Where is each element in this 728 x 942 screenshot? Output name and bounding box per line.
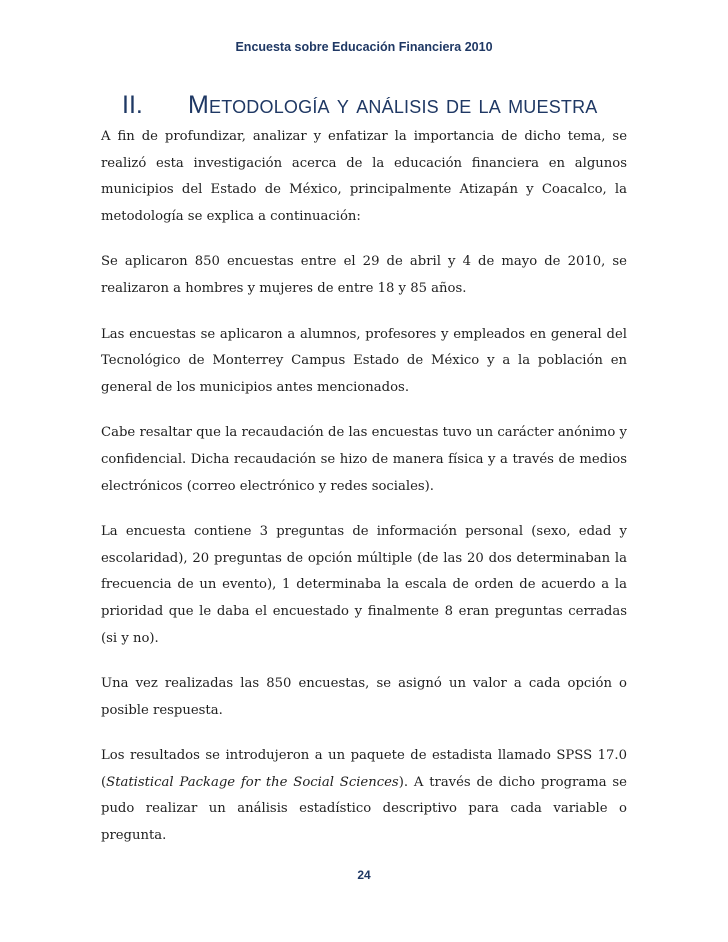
page-number: 24 xyxy=(357,868,371,882)
paragraph-questions: La encuesta contiene 3 preguntas de información personal (sexo, edad y escolaridad), 20 preguntas de opción múltiple (de las 20 dos determinaban la frecuencia de un evento), 1 determinaba la escala de orden de acuerdo a la prioridad que le daba el encuestado y finalmente 8 eran preguntas cerradas (si y no). xyxy=(101,524,627,646)
section-title: Metodología y análisis de la muestra xyxy=(188,91,598,119)
paragraph-values: Una vez realizadas las 850 encuestas, se asignó un valor a cada opción o posible respuesta. xyxy=(101,676,627,718)
paragraph-spss xyxy=(101,743,627,849)
paragraph-survey-dates: Se aplicaron 850 encuestas entre el 29 de abril y 4 de mayo de 2010, se realizaron a hombres y mujeres de entre 18 y 85 años. xyxy=(101,254,627,296)
running-header: Encuesta sobre Educación Financiera 2010 xyxy=(235,40,493,54)
paragraph-confidentiality: Cabe resaltar que la recaudación de las encuestas tuvo un carácter anónimo y confidencial. Dicha recaudación se hizo de manera física y a través de medios electrónicos (correo electrónico y redes sociales). xyxy=(101,425,627,494)
paragraph-spss-after: ). A través de dicho programa se pudo realizar un análisis estadístico descriptivo para cada variable o pregunta. xyxy=(101,774,627,844)
paragraph-spss-italic: Statistical Package for the Social Sciences xyxy=(106,774,399,790)
body-text xyxy=(101,124,627,869)
section-heading xyxy=(122,87,632,123)
paragraph-intro: A fin de profundizar, analizar y enfatizar la importancia de dicho tema, se realizó esta investigación acerca de la educación financiera en algunos municipios del Estado de México, principalmente Atizapán y Coacalco, la metodología se explica a continuación: xyxy=(101,129,627,224)
paragraph-spss-before: Los resultados se introdujeron a un paquete de estadista llamado SPSS 17.0 ( xyxy=(101,748,627,790)
paragraph-population: Las encuestas se aplicaron a alumnos, profesores y empleados en general del Tecnológico de Monterrey Campus Estado de México y a la población en general de los municipios antes mencionados. xyxy=(101,326,627,395)
section-number: II. xyxy=(122,91,143,119)
